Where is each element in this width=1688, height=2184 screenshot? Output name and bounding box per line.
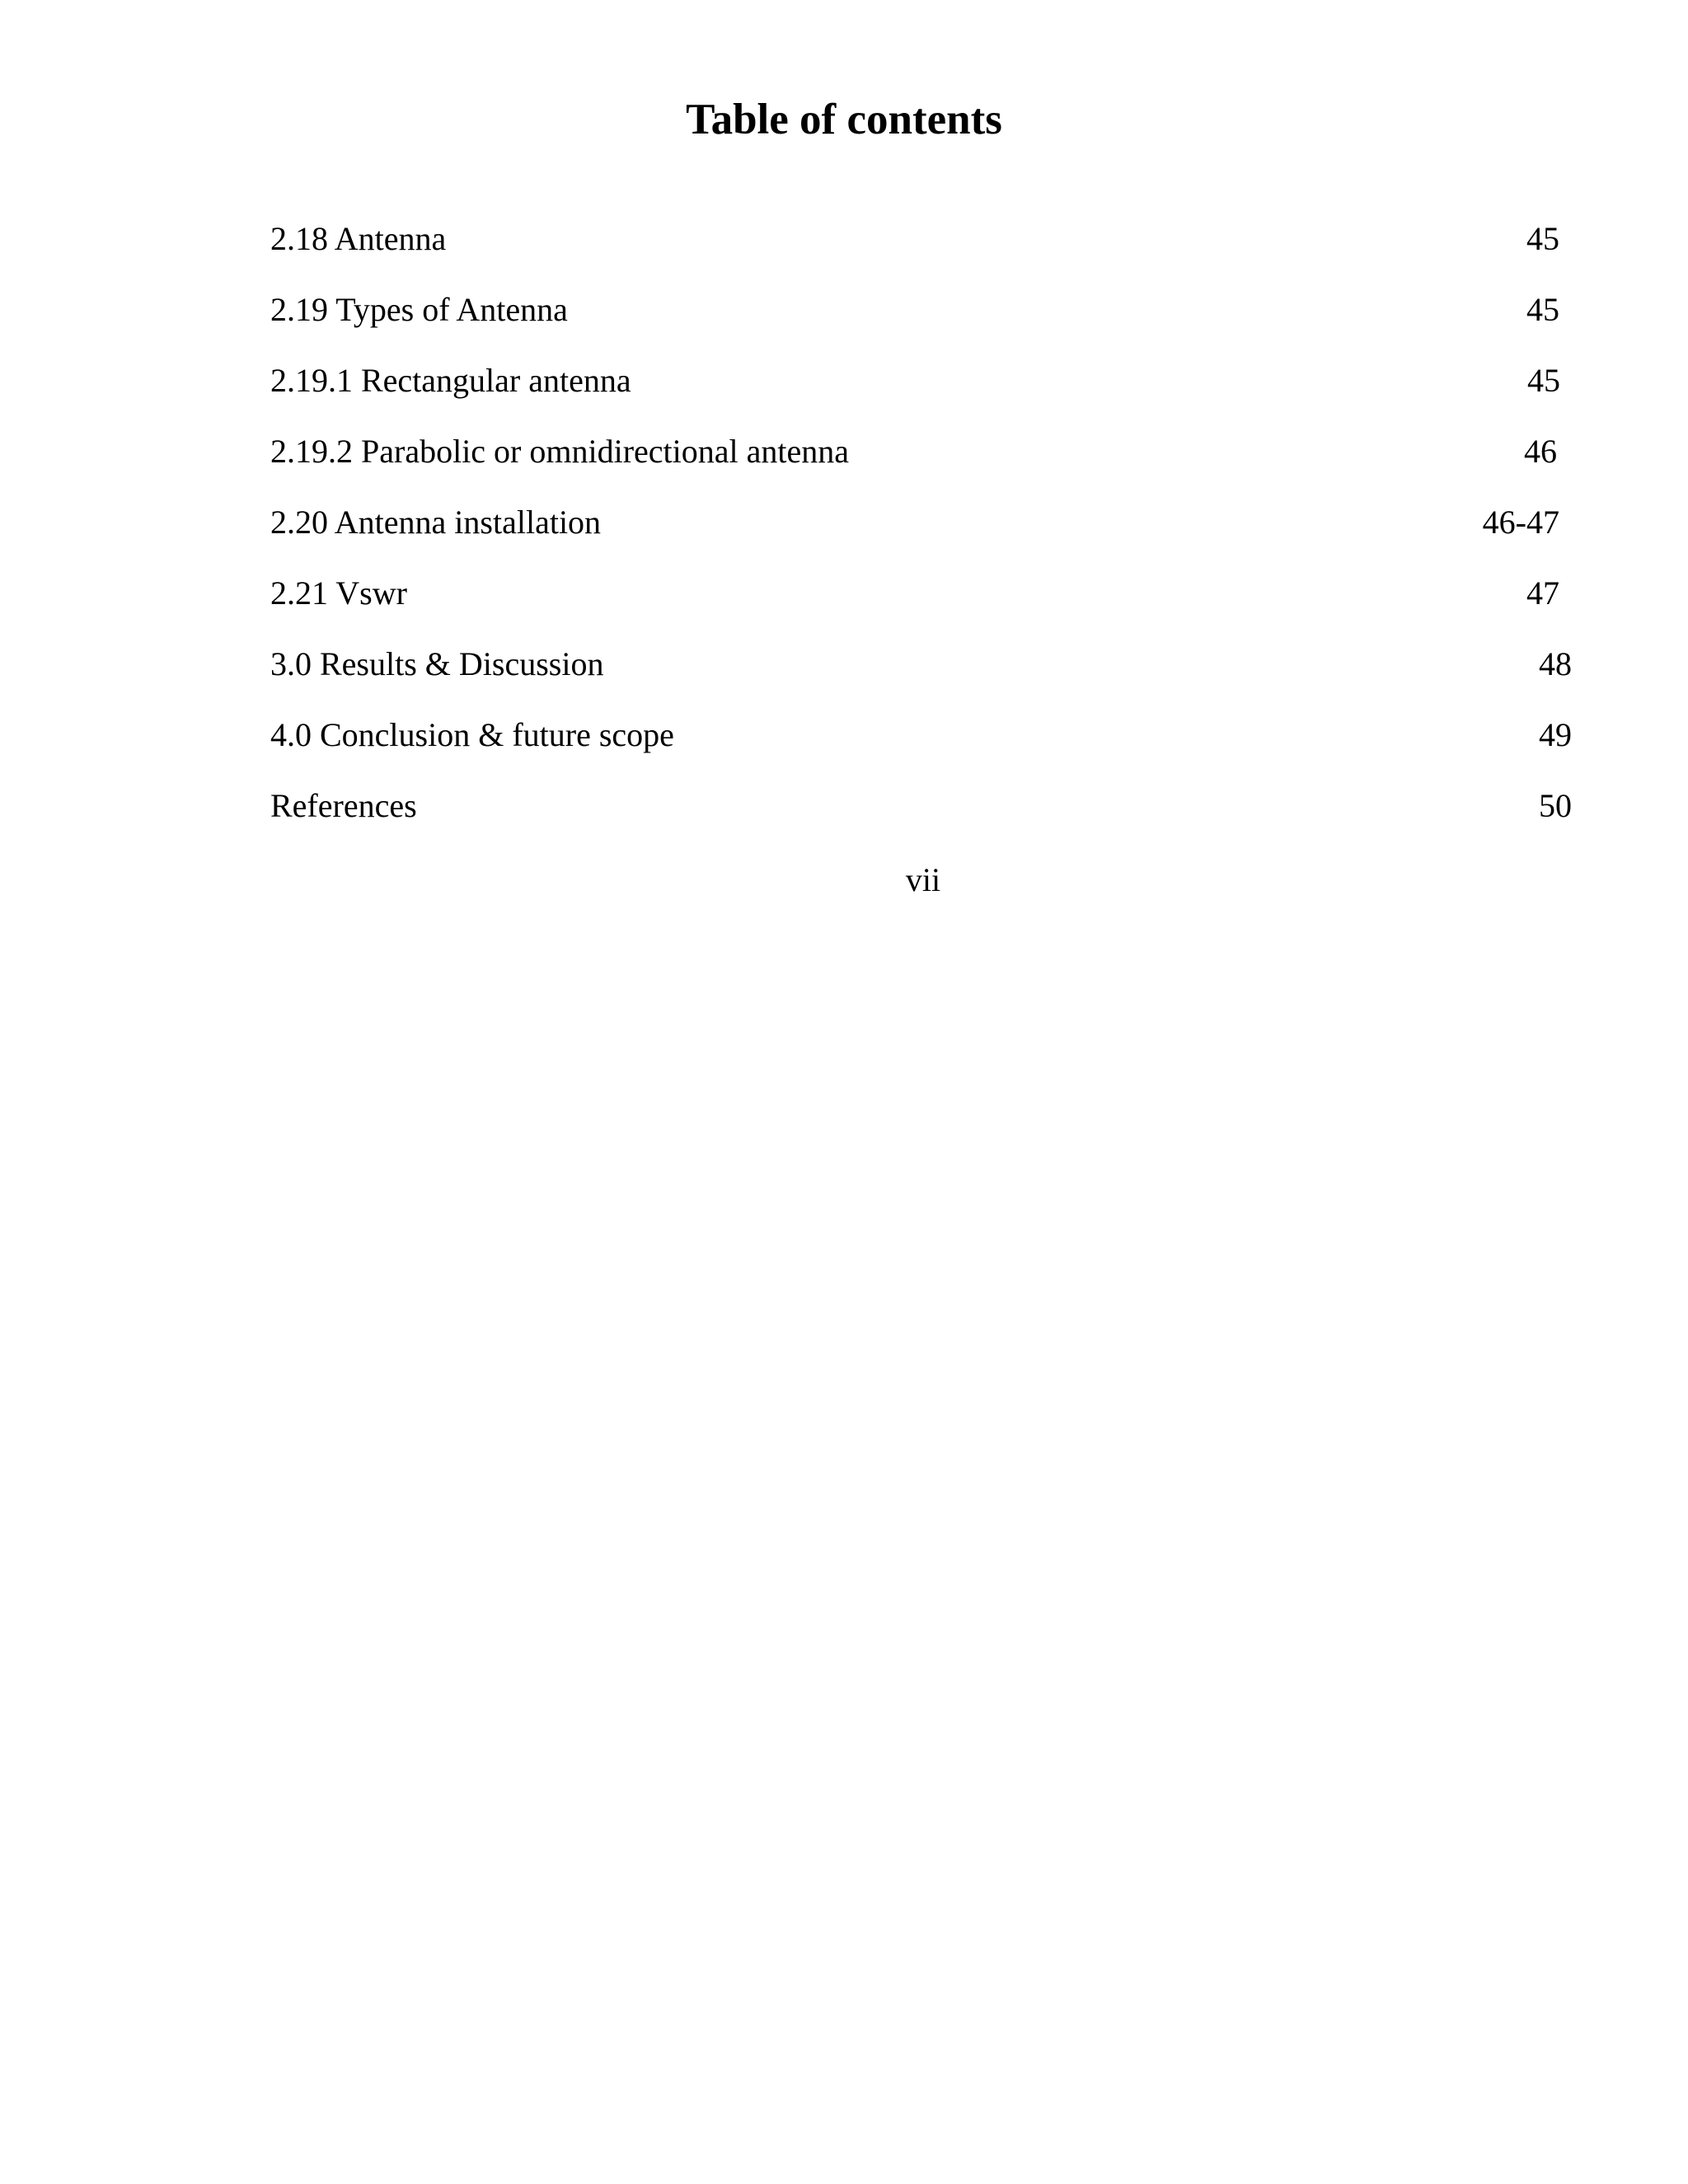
page-title: Table of contents	[686, 96, 1002, 143]
toc-entry	[270, 356, 1606, 405]
toc-entry-page: 47	[1526, 574, 1559, 612]
toc-entry-label: References	[270, 787, 417, 824]
toc-entry-page: 45	[1526, 291, 1559, 328]
toc-entry-page: 46	[1524, 433, 1557, 470]
toc-entry-page: 46-47	[1482, 504, 1559, 541]
toc-entry-page: 45	[1526, 220, 1559, 257]
toc-entry	[270, 427, 1606, 476]
toc-entry-page: 48	[1539, 645, 1572, 682]
toc-entry	[270, 214, 1606, 264]
page-number: vii	[905, 861, 941, 898]
toc-entry-label: 2.20 Antenna installation	[270, 504, 602, 541]
toc-entry	[270, 781, 1606, 831]
toc-entry	[270, 498, 1606, 547]
toc-entry-label: 3.0 Results & Discussion	[270, 645, 604, 682]
toc-entry-label: 2.19.2 Parabolic or omnidirectional antenna	[270, 433, 850, 470]
toc-entry-label: 4.0 Conclusion & future scope	[270, 716, 674, 753]
toc-entry	[270, 640, 1606, 689]
toc-entry-label: 2.19.1 Rectangular antenna	[270, 362, 631, 399]
toc-entry-label: 2.18 Antenna	[270, 220, 447, 257]
toc-entry	[270, 285, 1606, 335]
toc-entry-page: 49	[1539, 716, 1572, 753]
toc-entry-label: 2.21 Vswr	[270, 574, 407, 612]
toc-entry-page: 50	[1539, 787, 1572, 824]
toc-entry-label: 2.19 Types of Antenna	[270, 291, 568, 328]
toc-entry	[270, 569, 1606, 618]
toc-entry-page: 45	[1527, 362, 1560, 399]
toc-entry	[270, 710, 1606, 760]
